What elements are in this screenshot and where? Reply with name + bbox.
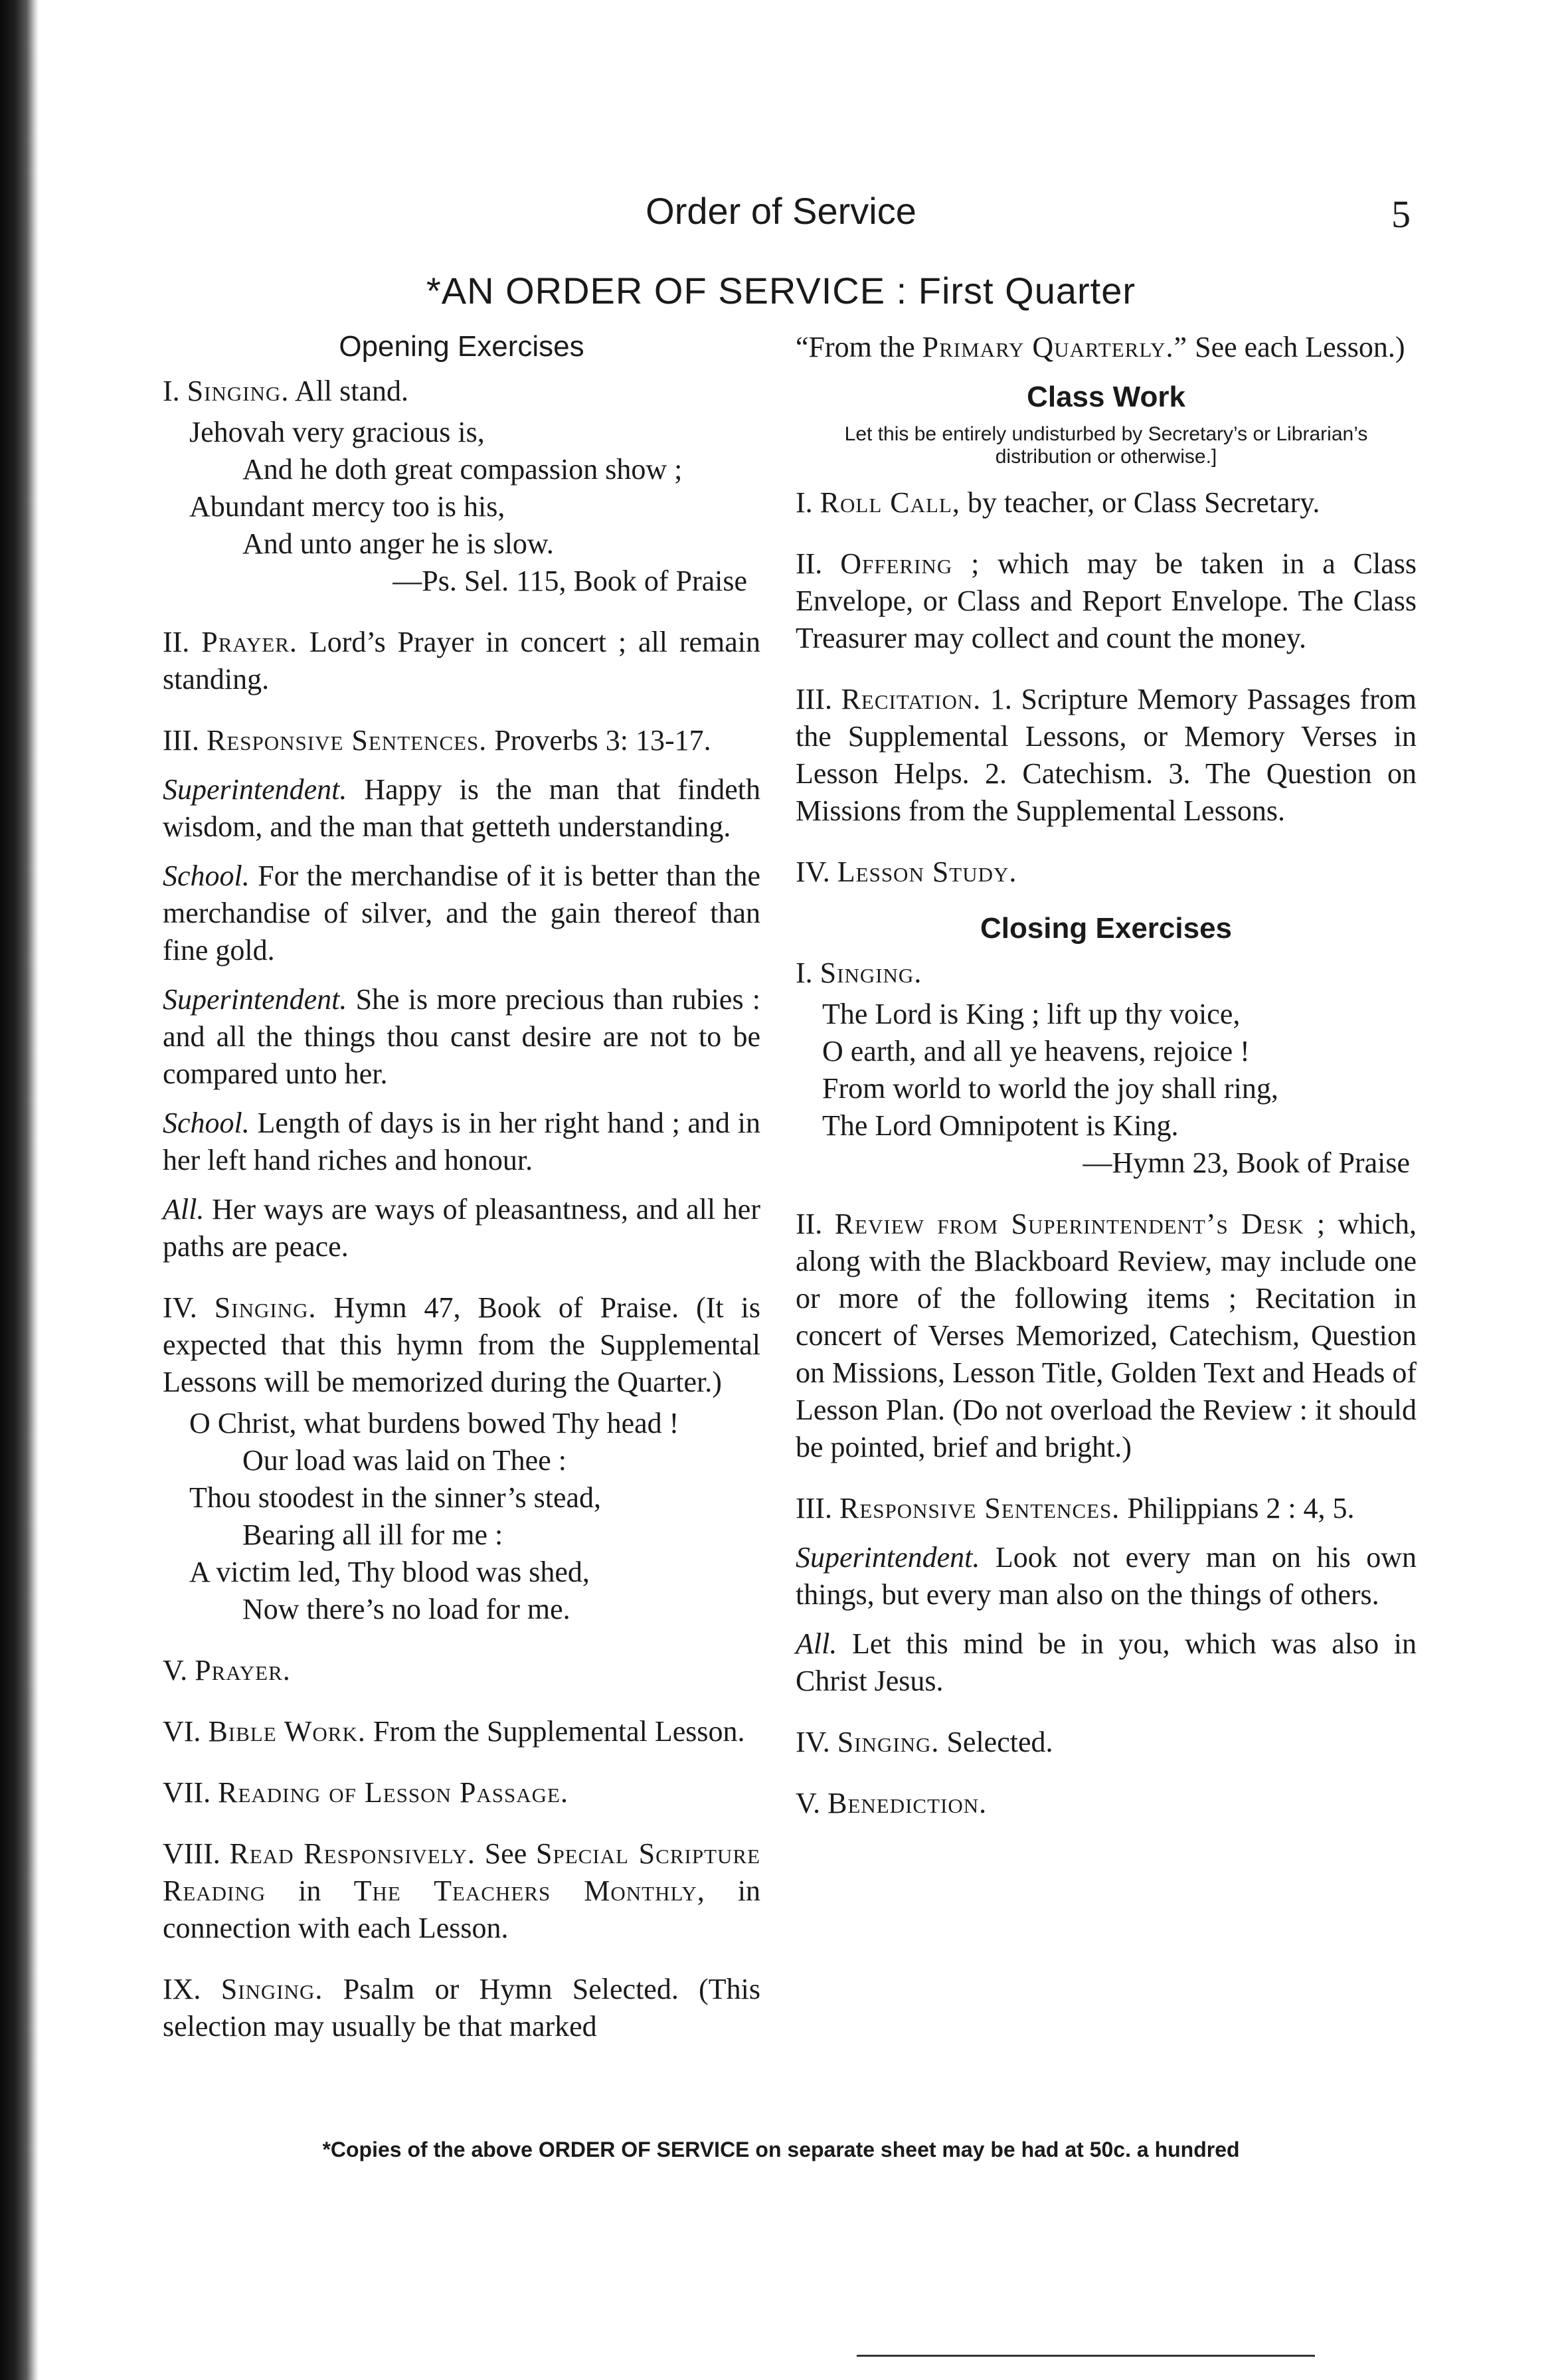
page-number: 5 xyxy=(1391,193,1411,236)
item-roll-call: I. Roll Call, by teacher, or Class Secretary. xyxy=(796,486,1320,519)
class-work-heading: Class Work xyxy=(1027,381,1185,413)
footnote: *Copies of the above ORDER OF SERVICE on separate sheet may be had at 50c. a hundred xyxy=(322,2138,1240,2161)
hymn-verse-2: O Christ, what burdens bowed Thy head ! Our load was laid on Thee : Thou stoodest in the sinner’s stead, Bearing all ill for me : A victim led, Thy blood was shed, Now there’s no load for me. xyxy=(189,1407,679,1625)
item-prayer: II. Prayer. Lord’s Prayer in concert ; all remain standing. xyxy=(163,626,761,695)
response-line: School. For the merchandise of it is better than the merchandise of silver, and the gain thereof than fine gold. xyxy=(163,860,760,966)
verse-attribution: —Hymn 23, Book of Praise xyxy=(1083,1146,1410,1179)
item-singing-9: IX. Singing. Psalm or Hymn Selected. (This selection may usually be that marked xyxy=(163,1973,761,2043)
response-line: Superintendent. She is more precious than rubies : and all the things thou canst desire are not to be compared unto her. xyxy=(163,983,760,1090)
opening-exercises-heading: Opening Exercises xyxy=(339,330,584,363)
right-column xyxy=(796,329,1417,1822)
item-benediction: V. Benediction. xyxy=(796,1787,988,1819)
item-prayer-5: V. Prayer. xyxy=(163,1654,291,1687)
item-singing-1: I. Singing. All stand. xyxy=(163,375,409,407)
response-line: All. Let this mind be in you, which was also in Christ Jesus. xyxy=(796,1627,1417,1697)
item-closing-responsive: III. Responsive Sentences. Philippians 2 : 4, 5. xyxy=(796,1492,1355,1524)
item-responsive-sentences: III. Responsive Sentences. Proverbs 3: 13-17. xyxy=(163,724,711,757)
item-reading: VII. Reading of Lesson Passage. xyxy=(163,1776,568,1809)
response-line: Superintendent. Happy is the man that findeth wisdom, and the man that getteth understanding. xyxy=(163,773,761,843)
hymn-verse-1: Jehovah very gracious is, And he doth great compassion show ; Abundant mercy too is his, And unto anger he is slow. —Ps. Sel. 115, Book of Praise xyxy=(163,414,760,600)
continued-text: “From the Primary Quarterly.” See each Lesson.) xyxy=(796,331,1405,363)
item-closing-singing: I. Singing. xyxy=(796,957,922,989)
response-line: All. Her ways are ways of pleasantness, and all her paths are peace. xyxy=(163,1193,760,1263)
hymn-verse-3: The Lord is King ; lift up thy voice, O earth, and all ye heavens, rejoice ! From world to world the joy shall ring, The Lord Omnipotent is King. —Hymn 23, Book of Praise xyxy=(796,996,1417,1182)
item-recitation: III. Recitation. 1. Scripture Memory Passages from the Supplemental Lessons, or Memory Verses in Lesson Helps. 2. Catechism. 3. The Question on Missions from the Supplemental Lessons. xyxy=(796,683,1417,827)
response-line: School. Length of days is in her right hand ; and in her left hand riches and honour. xyxy=(163,1107,761,1176)
bottom-rule xyxy=(857,2355,1315,2357)
page-binding-edge xyxy=(0,0,39,2380)
class-work-note: Let this be entirely undisturbed by Secretary’s or Librarian’s distribution or otherwise.] xyxy=(844,423,1368,468)
item-offering: II. Offering ; which may be taken in a Class Envelope, or Class and Report Envelope. The Class Treasurer may collect and count the money. xyxy=(796,547,1417,654)
item-closing-singing-4: IV. Singing. Selected. xyxy=(796,1726,1053,1758)
response-line: Superintendent. Look not every man on his own things, but every man also on the things of others. xyxy=(796,1541,1417,1611)
left-column xyxy=(163,329,760,2045)
page-header xyxy=(0,189,1562,242)
running-title: Order of Service xyxy=(646,190,916,232)
verse-attribution: —Ps. Sel. 115, Book of Praise xyxy=(392,565,747,597)
item-review: II. Review from Superintendent’s Desk ; which, along with the Blackboard Review, may include one or more of the following items ; Recitation in concert of Verses Memorized, Catechism, Question on Missions, Lesson Title, Golden Text and Heads of Lesson Plan. (Do not overload the Review : it should be pointed, brief and bright.) xyxy=(796,1208,1417,1463)
closing-exercises-heading: Closing Exercises xyxy=(980,912,1233,945)
item-singing-4: IV. Singing. Hymn 47, Book of Praise. (It is expected that this hymn from the Supplemental Lessons will be memorized during the Quarter.) xyxy=(163,1291,761,1398)
page-title: *AN ORDER OF SERVICE : First Quarter xyxy=(426,270,1136,312)
item-lesson-study: IV. Lesson Study. xyxy=(796,856,1017,888)
item-bible-work: VI. Bible Work. From the Supplemental Lesson. xyxy=(163,1715,745,1748)
item-read-responsively: VIII. Read Responsively. See Special Scripture Reading in The Teachers Monthly, in connection with each Lesson. xyxy=(163,1837,761,1944)
